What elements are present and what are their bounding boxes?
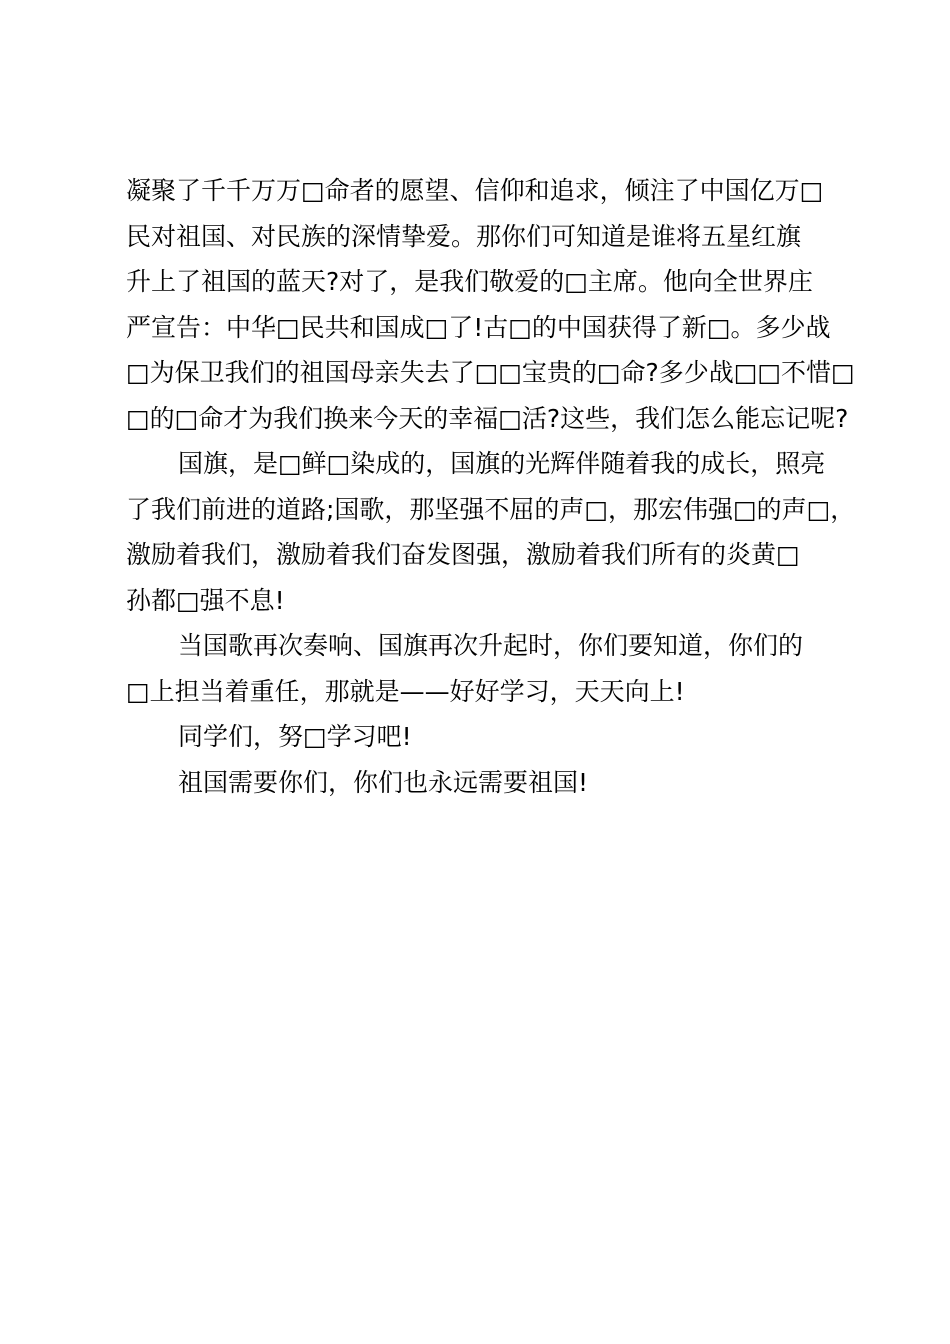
text-line: 激励着我们，激励着我们奋发图强，激励着我们所有的炎黄□ — [126, 540, 800, 569]
text-line: □的□命才为我们换来今天的幸福□活?这些，我们怎么能忘记呢? — [126, 403, 849, 433]
text-line: 升上了祖国的蓝天?对了，是我们敬爱的□主席。他向全世界庄 — [126, 267, 813, 296]
text-line: □为保卫我们的祖国母亲失去了□□宝贵的□命?多少战□□不惜□ — [126, 358, 855, 387]
text-line: 孙都□强不息! — [126, 585, 285, 615]
document-body — [126, 168, 866, 805]
paragraph-start-line: 国旗，是□鲜□染成的，国旗的光辉伴随着我的成长，照亮 — [178, 449, 826, 478]
text-line: 民对祖国、对民族的深情挚爱。那你们可知道是谁将五星红旗 — [126, 221, 802, 251]
text-line: □上担当着重任，那就是——好好学习，天天向上! — [126, 676, 685, 706]
paragraph-start-line: 同学们，努□学习吧! — [178, 722, 412, 751]
text-line: 凝聚了千千万万□命者的愿望、信仰和追求，倾注了中国亿万□ — [126, 176, 824, 205]
text-line: 严宣告：中华□民共和国成□了!古□的中国获得了新□。多少战 — [126, 312, 831, 342]
text-line: 了我们前进的道路;国歌，那坚强不屈的声□，那宏伟强□的声□， — [126, 494, 856, 524]
paragraph-start-line: 祖国需要你们，你们也永远需要祖国! — [178, 767, 589, 797]
paragraph-start-line: 当国歌再次奏响、国旗再次升起时，你们要知道，你们的 — [178, 631, 804, 660]
